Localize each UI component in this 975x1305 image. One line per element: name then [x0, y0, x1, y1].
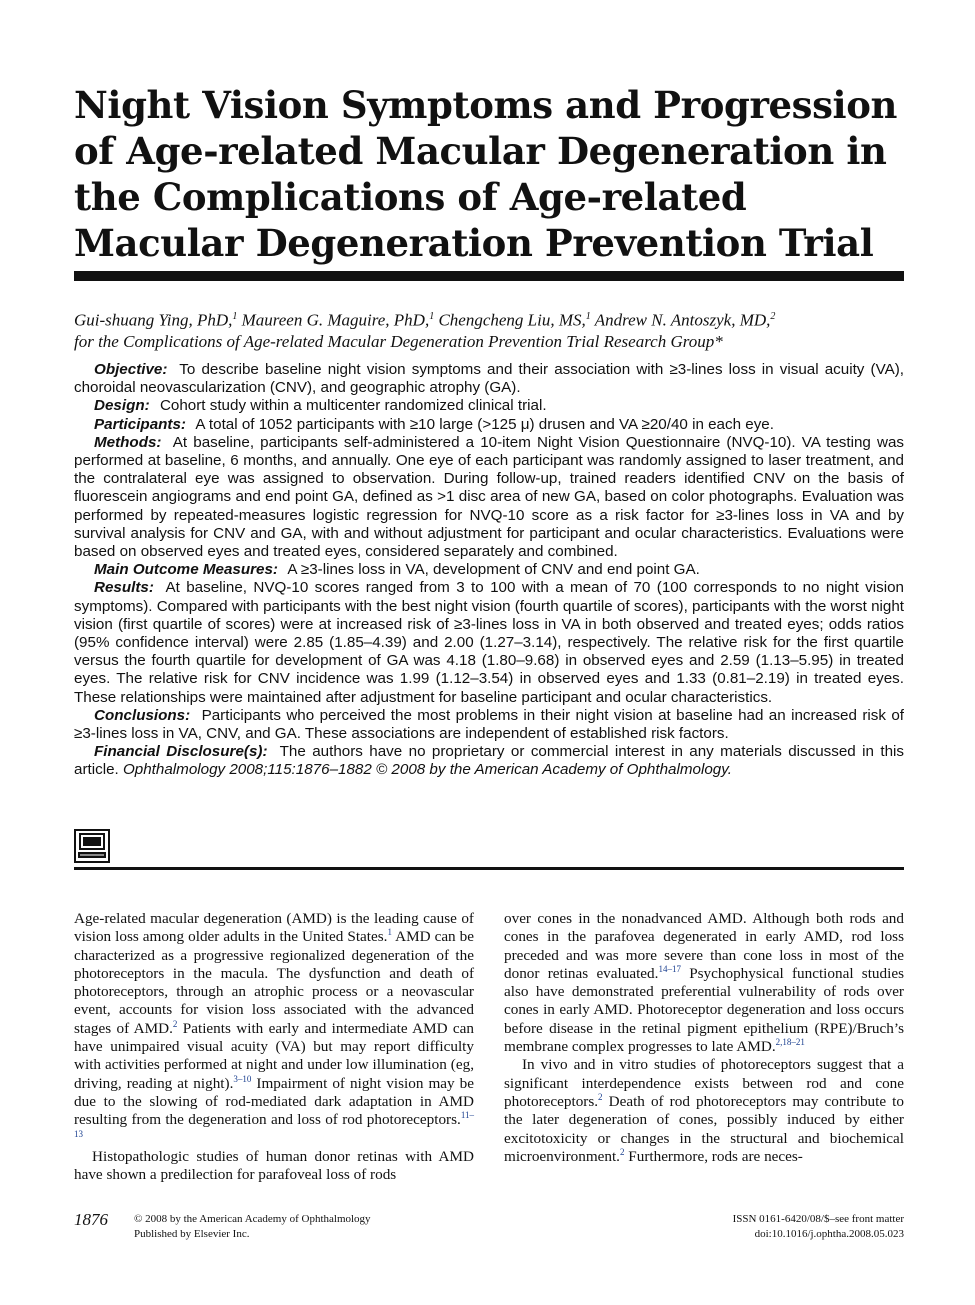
- abstract-outcome: [74, 561, 904, 579]
- body-column-right: [504, 910, 904, 1166]
- author-2-affiliation: 1: [429, 311, 435, 322]
- author-1-affiliation: 1: [232, 311, 238, 322]
- abstract-disclosure: [74, 743, 904, 779]
- intro-paragraph-2-cont: [504, 910, 904, 1056]
- author-list: [74, 306, 904, 352]
- disclosure-label: Financial Disclosure(s):: [94, 743, 268, 761]
- body-column-left: [74, 910, 474, 1184]
- reference-link[interactable]: 14–17: [658, 963, 681, 974]
- research-group: for the Complications of Age-related Macular Degeneration Prevention Trial Research Group*: [74, 331, 723, 351]
- reference-link[interactable]: 11–13: [74, 1110, 474, 1139]
- outcome-label: Main Outcome Measures:: [94, 561, 278, 579]
- abstract-conclusions: [74, 707, 904, 743]
- reference-link[interactable]: 1: [387, 927, 392, 938]
- author-2: Maureen G. Maguire, PhD,: [241, 310, 430, 330]
- author-4: Andrew N. Antoszyk, MD,: [594, 310, 771, 330]
- abstract-results: [74, 579, 904, 706]
- methods-label: Methods:: [94, 433, 162, 451]
- objective-text: To describe baseline night vision symptoms and their association with ≥3-lines loss in visual acuity (VA), choroidal neovascularization (CNV), and geographic atrophy (GA).: [74, 361, 904, 397]
- outcome-text: A ≥3-lines loss in VA, development of CNV and end point GA.: [287, 561, 700, 579]
- intro-paragraph-2: Histopathologic studies of human donor retinas with AMD have shown a predilection for parafoveal loss of rods: [74, 1147, 474, 1184]
- reference-link[interactable]: 2: [619, 1146, 625, 1157]
- issn-line: ISSN 0161-6420/08/$–see front matter: [732, 1213, 904, 1225]
- abstract-participants: [74, 416, 904, 434]
- abstract-objective: [74, 361, 904, 397]
- text-run: AMD can be characterized as a progressive regionalized degeneration of the photoreceptors in the macula. The dysfunction and death of photoreceptors, through an atrophic process or a neovascular event, accounts for vision loss associated with the advanced stages of AMD.: [74, 928, 474, 1037]
- text-run: Patients with early and intermediate AMD can have unimpaired visual acuity (VA) but may report difficulty with activities performed at night and under low illumination (eg, driving, reading at night).: [74, 1019, 474, 1092]
- doi-link[interactable]: doi:10.1016/j.ophtha.2008.05.023: [754, 1228, 904, 1240]
- author-3: Chengcheng Liu, MS,: [438, 310, 586, 330]
- abstract-methods: [74, 434, 904, 561]
- results-text: At baseline, NVQ-10 scores ranged from 3 to 100 with a mean of 70 (100 corresponds to no night vision symptoms). Compared with participants with the best night vision (fourth quartile of scores), participants with the worst night vision (first quartile of scores) were at increased risk of ≥3-lines loss in VA in both observed and treated eyes; odds ratios (95% confidence interval) were 2.85 (1.85–4.39) and 2.00 (1.27–3.14), respectively. The relative risk for the first quartile versus the fourth quartile for development of GA was 4.18 (1.80–9.68) in observed eyes and 2.59 (1.13–5.95) in treated eyes. The relative risk for CNV incidence was 1.99 (1.12–3.54) in observed eyes and 1.33 (0.81–2.19) in treated eyes. These relationships were maintained after adjustment for baseline participant and ocular characteristics.: [74, 579, 905, 706]
- reference-link[interactable]: 2,18–21: [775, 1037, 805, 1048]
- abstract-design: [74, 397, 904, 415]
- author-1: Gui-shuang Ying, PhD,: [74, 310, 233, 330]
- disclosure-text: The authors have no proprietary or commercial interest in any materials discussed in this article.: [74, 743, 904, 779]
- author-names: [74, 306, 904, 331]
- objective-label: Objective:: [94, 361, 168, 378]
- design-text: Cohort study within a multicenter randomized clinical trial.: [159, 397, 547, 415]
- title-rule: [74, 271, 904, 281]
- conclusions-label: Conclusions:: [94, 706, 191, 724]
- reference-link[interactable]: 2: [172, 1018, 178, 1029]
- text-run: Death of rod photoreceptors may contribute to the later degeneration of cones, possibly induced by either excitotoxicity or changes in the structural and biochemical microenvironment.: [504, 1092, 904, 1165]
- text-run: Age-related macular degeneration (AMD) is the leading cause of vision loss among older adults in the United States.: [74, 910, 474, 946]
- abstract: [74, 361, 904, 780]
- methods-text: At baseline, participants self-administered a 10-item Night Vision Questionnaire (NVQ-10). VA testing was performed at baseline, 6 months, and annually. One eye of each participant was randomly assigned to laser treatment, and the contralateral eye was assigned to observation. During follow-up, trained readers identified CNV on the basis of fluorescein angiograms and end point GA, defined as >1 disc area of new GA, based on color photographs. Evaluation was performed by repeated-measures logistic regression for NVQ-10 score as a risk factor for ≥3-lines loss in VA and by survival analysis for CNV and GA, with and without adjustment for participant and ocular characteristics. Evaluations were based on observed eyes and treated eyes, considered separately and combined.: [74, 433, 904, 561]
- conclusions-text: Participants who perceived the most problems in their night vision at baseline had an increased risk of ≥3-lines loss in VA, CNV, and GA. These associations are independent of established risk factors.: [74, 706, 904, 743]
- author-4-affiliation: 2: [770, 311, 776, 322]
- text-run: over cones in the nonadvanced AMD. Although both rods and cones in the parafovea degenerated in early AMD, rod loss preceded and was more severe than cone loss in most of the donor retinas evaluated.: [504, 910, 904, 982]
- journal-citation: Ophthalmology 2008;115:1876–1882 © 2008 by the American Academy of Ophthalmology.: [122, 761, 732, 779]
- page-number: 1876: [74, 1210, 108, 1229]
- participants-label: Participants:: [94, 415, 186, 433]
- design-label: Design:: [94, 397, 150, 415]
- text-run: Impairment of night vision may be due to the slowing of rod-mediated dark adaptation in AMD resulting from the degeneration and loss of rod photoreceptors.: [74, 1074, 474, 1129]
- computer-icon[interactable]: [74, 829, 110, 863]
- author-3-affiliation: 1: [585, 311, 591, 322]
- issn-block: [733, 1212, 904, 1242]
- copyright-block: [134, 1212, 371, 1242]
- article-title: Night Vision Symptoms and Progression of Age-related Macular Degeneration in the Complications of Age-related Macular Degeneration Prevention Trial: [74, 83, 897, 265]
- intro-paragraph-1: [74, 910, 474, 1148]
- copyright-line: © 2008 by the American Academy of Ophthalmology: [134, 1213, 371, 1225]
- text-run: In vivo and in vitro studies of photoreceptors suggest that a significant interdependence exists between rod and cone photoreceptors.: [504, 1056, 904, 1110]
- text-run: Furthermore, rods are neces-: [624, 1147, 803, 1165]
- publisher-line: Published by Elsevier Inc.: [134, 1228, 250, 1240]
- results-label: Results:: [94, 579, 154, 597]
- intro-paragraph-3: [504, 1056, 904, 1166]
- text-run: Psychophysical functional studies also have demonstrated preferential vulnerability of rods over cones in early AMD. Photoreceptor degeneration and loss occurs before disease in the retinal pigment epithelium (RPE)/Bruch’s membrane complex progresses to late AMD.: [504, 964, 904, 1056]
- reference-link[interactable]: 2: [598, 1091, 603, 1102]
- participants-text: A total of 1052 participants with ≥10 large (>125 μ) drusen and VA ≥20/40 in each eye.: [195, 415, 774, 433]
- section-rule: [74, 867, 904, 870]
- reference-link[interactable]: 3–10: [233, 1073, 252, 1084]
